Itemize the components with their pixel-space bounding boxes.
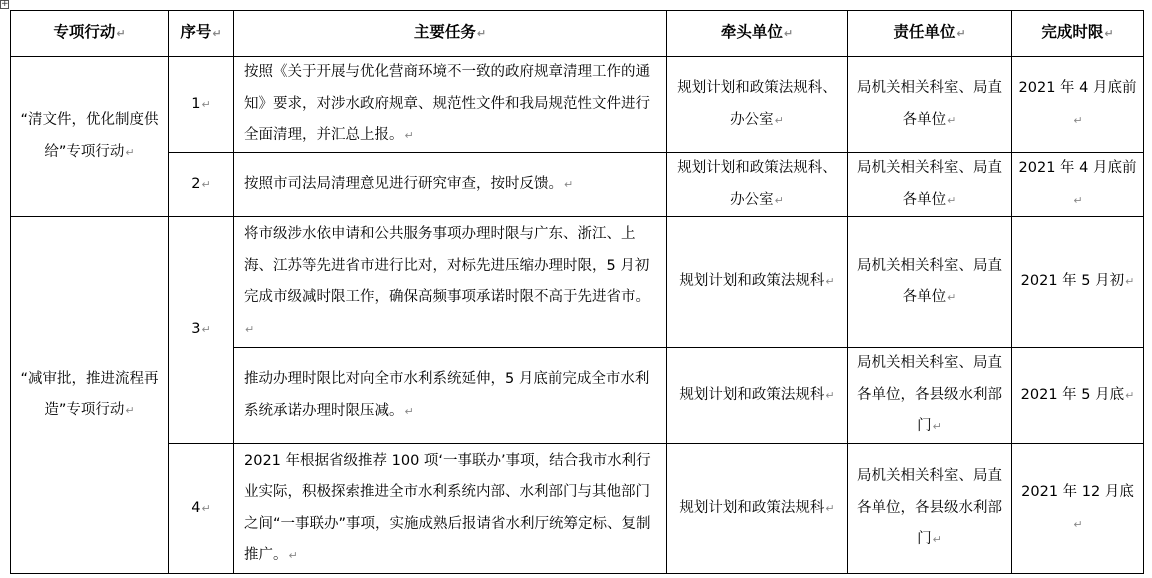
table-row <box>11 444 1144 574</box>
action-cell: “清文件，优化制度供给”专项行动↵ <box>11 57 169 217</box>
deadline-cell: 2021 年 12 月底↵ <box>1012 444 1144 574</box>
task-cell: 按照《关于开展与优化营商环境不一致的政府规章清理工作的通知》要求，对涉水政府规章、规范性文件和我局规范性文件进行全面清理，并汇总上报。↵ <box>234 57 667 153</box>
table-move-handle-icon[interactable]: + <box>1 0 9 9</box>
resp-cell: 局机关相关科室、局直各单位，各县级水利部门↵ <box>848 444 1012 574</box>
header-deadline: 完成时限↵ <box>1012 11 1144 57</box>
resp-cell: 局机关相关科室、局直各单位↵ <box>848 217 1012 348</box>
resp-cell: 局机关相关科室、局直各单位↵ <box>848 57 1012 153</box>
task-cell: 推动办理时限比对向全市水利系统延伸，5 月底前完成全市水利系统承诺办理时限压减。↵ <box>234 348 667 444</box>
seq-cell: 2↵ <box>169 153 234 217</box>
header-task: 主要任务↵ <box>234 11 667 57</box>
seq-cell: 4↵ <box>169 444 234 574</box>
resp-cell: 局机关相关科室、局直各单位↵ <box>848 153 1012 217</box>
table-row <box>11 153 1144 217</box>
seq-cell: 3↵ <box>169 217 234 444</box>
deadline-cell: 2021 年 5 月底↵ <box>1012 348 1144 444</box>
header-resp: 责任单位↵ <box>848 11 1012 57</box>
deadline-cell: 2021 年 4 月底前↵ <box>1012 57 1144 153</box>
deadline-cell: 2021 年 5 月初↵ <box>1012 217 1144 348</box>
header-action: 专项行动↵ <box>11 11 169 57</box>
lead-cell: 规划计划和政策法规科↵ <box>667 217 848 348</box>
task-cell: 按照市司法局清理意见进行研究审查，按时反馈。↵ <box>234 153 667 217</box>
seq-cell: 1↵ <box>169 57 234 153</box>
task-cell: 2021 年根据省级推荐 100 项‘一事联办’事项，结合我市水利行业实际，积极探索推进全市水利系统内部、水利部门与其他部门之间“一事联办”事项，实施成熟后报请省水利厅统筹定标、复制推广。↵ <box>234 444 667 574</box>
header-row <box>11 11 1144 57</box>
deadline-cell: 2021 年 4 月底前↵ <box>1012 153 1144 217</box>
lead-cell: 规划计划和政策法规科、办公室↵ <box>667 153 848 217</box>
action-plan-table <box>10 10 1144 574</box>
lead-cell: 规划计划和政策法规科、办公室↵ <box>667 57 848 153</box>
resp-cell: 局机关相关科室、局直各单位，各县级水利部门↵ <box>848 348 1012 444</box>
task-cell: 将市级涉水依申请和公共服务事项办理时限与广东、浙江、上海、江苏等先进省市进行比对，对标先进压缩办理时限，5 月初完成市级减时限工作，确保高频事项承诺时限不高于先进省市。↵ <box>234 217 667 348</box>
table-row <box>11 217 1144 348</box>
lead-cell: 规划计划和政策法规科↵ <box>667 444 848 574</box>
table-row <box>11 57 1144 153</box>
header-lead: 牵头单位↵ <box>667 11 848 57</box>
header-seq: 序号↵ <box>169 11 234 57</box>
lead-cell: 规划计划和政策法规科↵ <box>667 348 848 444</box>
action-cell: “减审批，推进流程再造”专项行动↵ <box>11 217 169 574</box>
